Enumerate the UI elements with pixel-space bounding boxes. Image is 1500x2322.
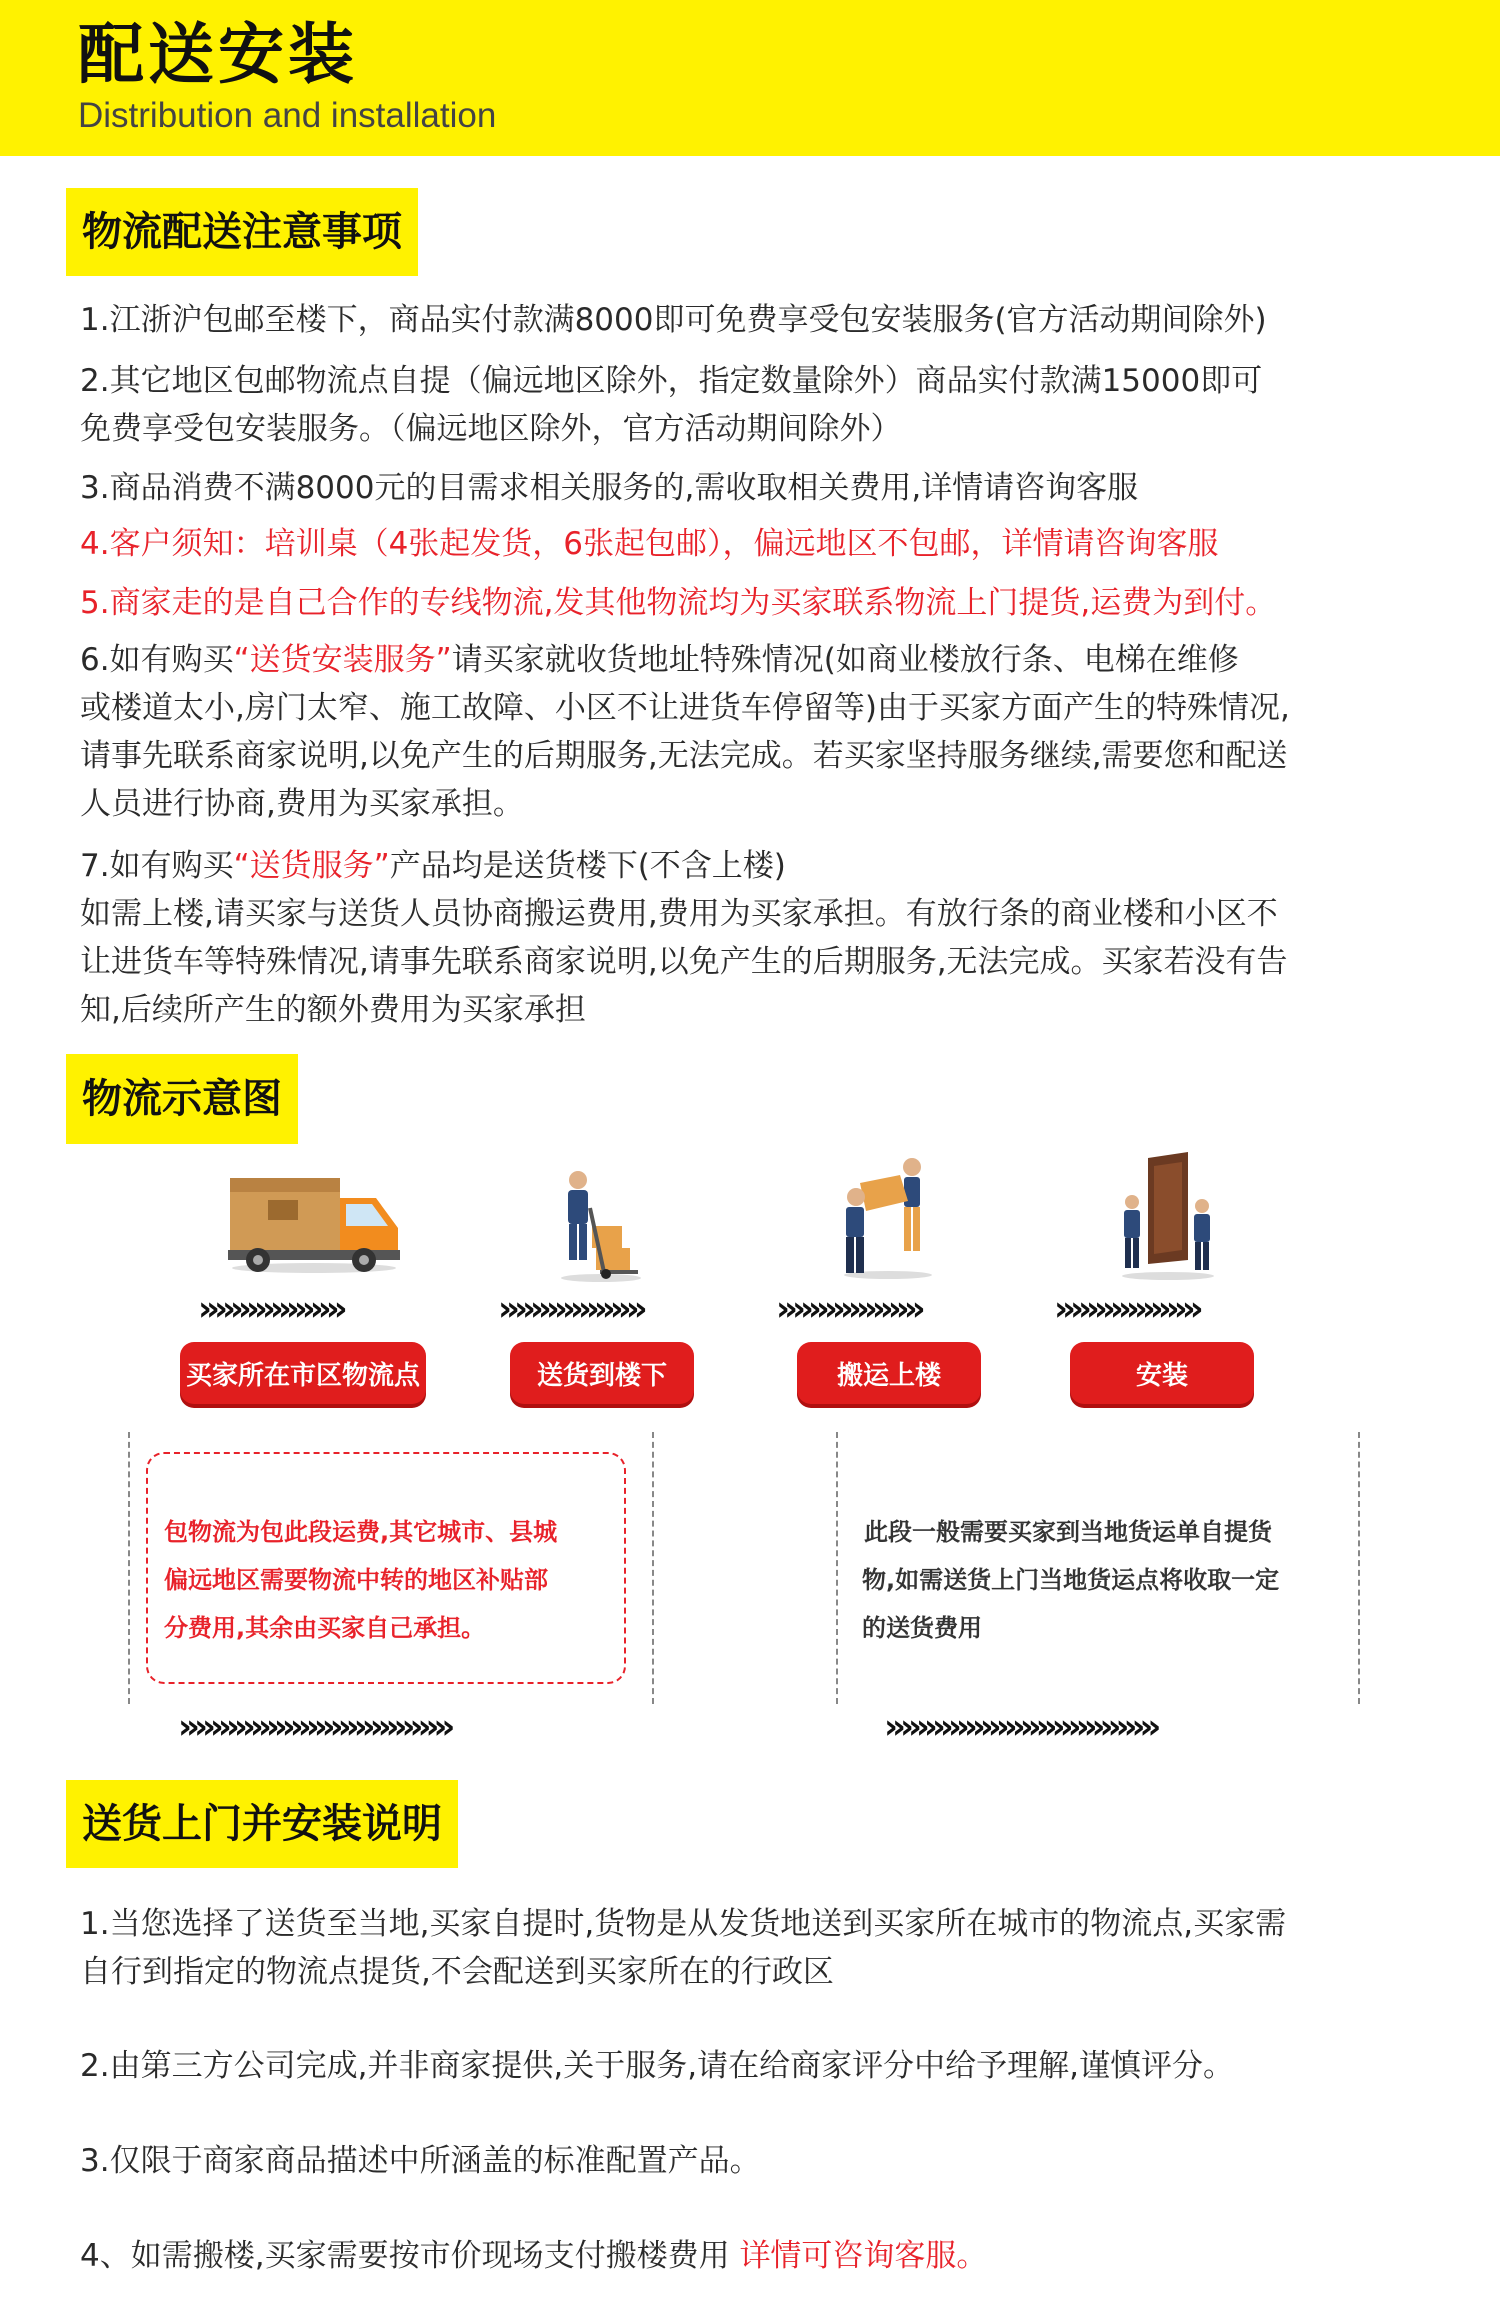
hand-truck-worker-icon xyxy=(556,1168,646,1287)
step-install: 安装 xyxy=(1070,1342,1254,1404)
install-item-3: 3.仅限于商家商品描述中所涵盖的标准配置产品。 xyxy=(80,2143,761,2179)
notes-item-6 xyxy=(80,636,1430,684)
flow-arrows-long-left: »»»»»»»»»»»»»»»»» xyxy=(178,1707,450,1747)
divider-line xyxy=(128,1432,130,1704)
notes-item-2-line1: 2.其它地区包邮物流点自提（偏远地区除外，指定数量除外）商品实付款满15000即可 xyxy=(80,363,1263,399)
flow-arrows-long-right: »»»»»»»»»»»»»»»»» xyxy=(884,1707,1156,1747)
notes-item-2-line2: 免费享受包安装服务。（偏远地区除外，官方活动期间除外） xyxy=(80,411,902,447)
section-title-logistics-diagram: 物流示意图 xyxy=(66,1054,298,1144)
door-installers-icon xyxy=(1118,1152,1218,1284)
notes-item-7-line3: 让进货车等特殊情况,请事先联系商家说明,以免产生的后期服务,无法完成。买家若没有告 xyxy=(80,944,1288,980)
flow-arrows-3: »»»»»»»»» xyxy=(776,1289,920,1329)
section-title-logistics-notes: 物流配送注意事项 xyxy=(66,188,418,276)
header-banner xyxy=(0,0,1500,156)
page-title: 配送安装 xyxy=(78,16,358,93)
notes-item-6-prefix: 6.如有购买 xyxy=(80,642,234,678)
note-right-line3: 的送货费用 xyxy=(862,1614,982,1642)
flow-arrows-4: »»»»»»»»» xyxy=(1054,1289,1198,1329)
delivery-truck-icon xyxy=(228,1170,400,1279)
note-left-line1: 包物流为包此段运费,其它城市、县城 xyxy=(164,1518,558,1546)
notes-item-3: 3.商品消费不满8000元的目需求相关服务的,需收取相关费用,详情请咨询客服 xyxy=(80,470,1139,506)
page-subtitle: Distribution and installation xyxy=(78,96,497,135)
section-title-delivery-install: 送货上门并安装说明 xyxy=(66,1780,458,1868)
notes-item-6-line3: 请事先联系商家说明,以免产生的后期服务,无法完成。若买家坚持服务继续,需要您和配送 xyxy=(80,738,1288,774)
install-item-4-prefix: 4、如需搬楼,买家需要按市价现场支付搬楼费用 xyxy=(80,2238,730,2274)
notes-item-7-line2: 如需上楼,请买家与送货人员协商搬运费用,费用为买家承担。有放行条的商业楼和小区不 xyxy=(80,896,1278,932)
step-carry-upstairs: 搬运上楼 xyxy=(797,1342,981,1404)
notes-item-5: 5.商家走的是自己合作的专线物流,发其他物流均为买家联系物流上门提货,运费为到付。 xyxy=(80,585,1277,621)
notes-item-6-line2: 或楼道太小,房门太窄、施工故障、小区不让进货车停留等)由于买家方面产生的特殊情况, xyxy=(80,690,1290,726)
step-city-logistics-point: 买家所在市区物流点 xyxy=(180,1342,426,1404)
notes-item-7 xyxy=(80,842,1430,890)
notes-item-6-line4: 人员进行协商,费用为买家承担。 xyxy=(80,786,524,822)
divider-line xyxy=(652,1432,654,1704)
note-left-line3: 分费用,其余由买家自己承担。 xyxy=(164,1614,486,1642)
notes-item-4: 4.客户须知：培训桌（4张起发货，6张起包邮），偏远地区不包邮，详情请咨询客服 xyxy=(80,526,1219,562)
install-item-4-highlight: 详情可咨询客服。 xyxy=(739,2238,988,2274)
notes-item-7-line4: 知,后续所产生的额外费用为买家承担 xyxy=(80,992,586,1028)
divider-line xyxy=(1358,1432,1360,1704)
flow-arrows-2: »»»»»»»»» xyxy=(498,1289,642,1329)
notes-item-6-rest: 请买家就收货地址特殊情况(如商业楼放行条、电梯在维修 xyxy=(451,642,1239,678)
install-item-1-line2: 自行到指定的物流点提货,不会配送到买家所在的行政区 xyxy=(80,1954,834,1990)
divider-line xyxy=(836,1432,838,1704)
notes-item-1: 1.江浙沪包邮至楼下，商品实付款满8000即可免费享受包安装服务(官方活动期间除外) xyxy=(80,302,1267,338)
notes-item-7-rest: 产品均是送货楼下(不含上楼) xyxy=(389,848,786,884)
notes-item-6-highlight: “送货安装服务” xyxy=(233,642,452,678)
notes-item-7-highlight: “送货服务” xyxy=(233,848,390,884)
carrying-box-worker-icon xyxy=(838,1155,938,1284)
note-right-line2: 物,如需送货上门当地货运点将收取一定 xyxy=(862,1566,1280,1594)
note-right-line1: 此段一般需要买家到当地货运单自提货 xyxy=(864,1518,1272,1546)
install-item-2: 2.由第三方公司完成,并非商家提供,关于服务,请在给商家评分中给予理解,谨慎评分。 xyxy=(80,2048,1234,2084)
note-left-line2: 偏远地区需要物流中转的地区补贴部 xyxy=(164,1566,548,1594)
notes-item-7-prefix: 7.如有购买 xyxy=(80,848,234,884)
install-item-4 xyxy=(80,2232,1430,2280)
install-item-1-line1: 1.当您选择了送货至当地,买家自提时,货物是从发货地送到买家所在城市的物流点,买家需 xyxy=(80,1906,1287,1942)
flow-arrows-1: »»»»»»»»» xyxy=(198,1289,342,1329)
step-deliver-downstairs: 送货到楼下 xyxy=(510,1342,694,1404)
